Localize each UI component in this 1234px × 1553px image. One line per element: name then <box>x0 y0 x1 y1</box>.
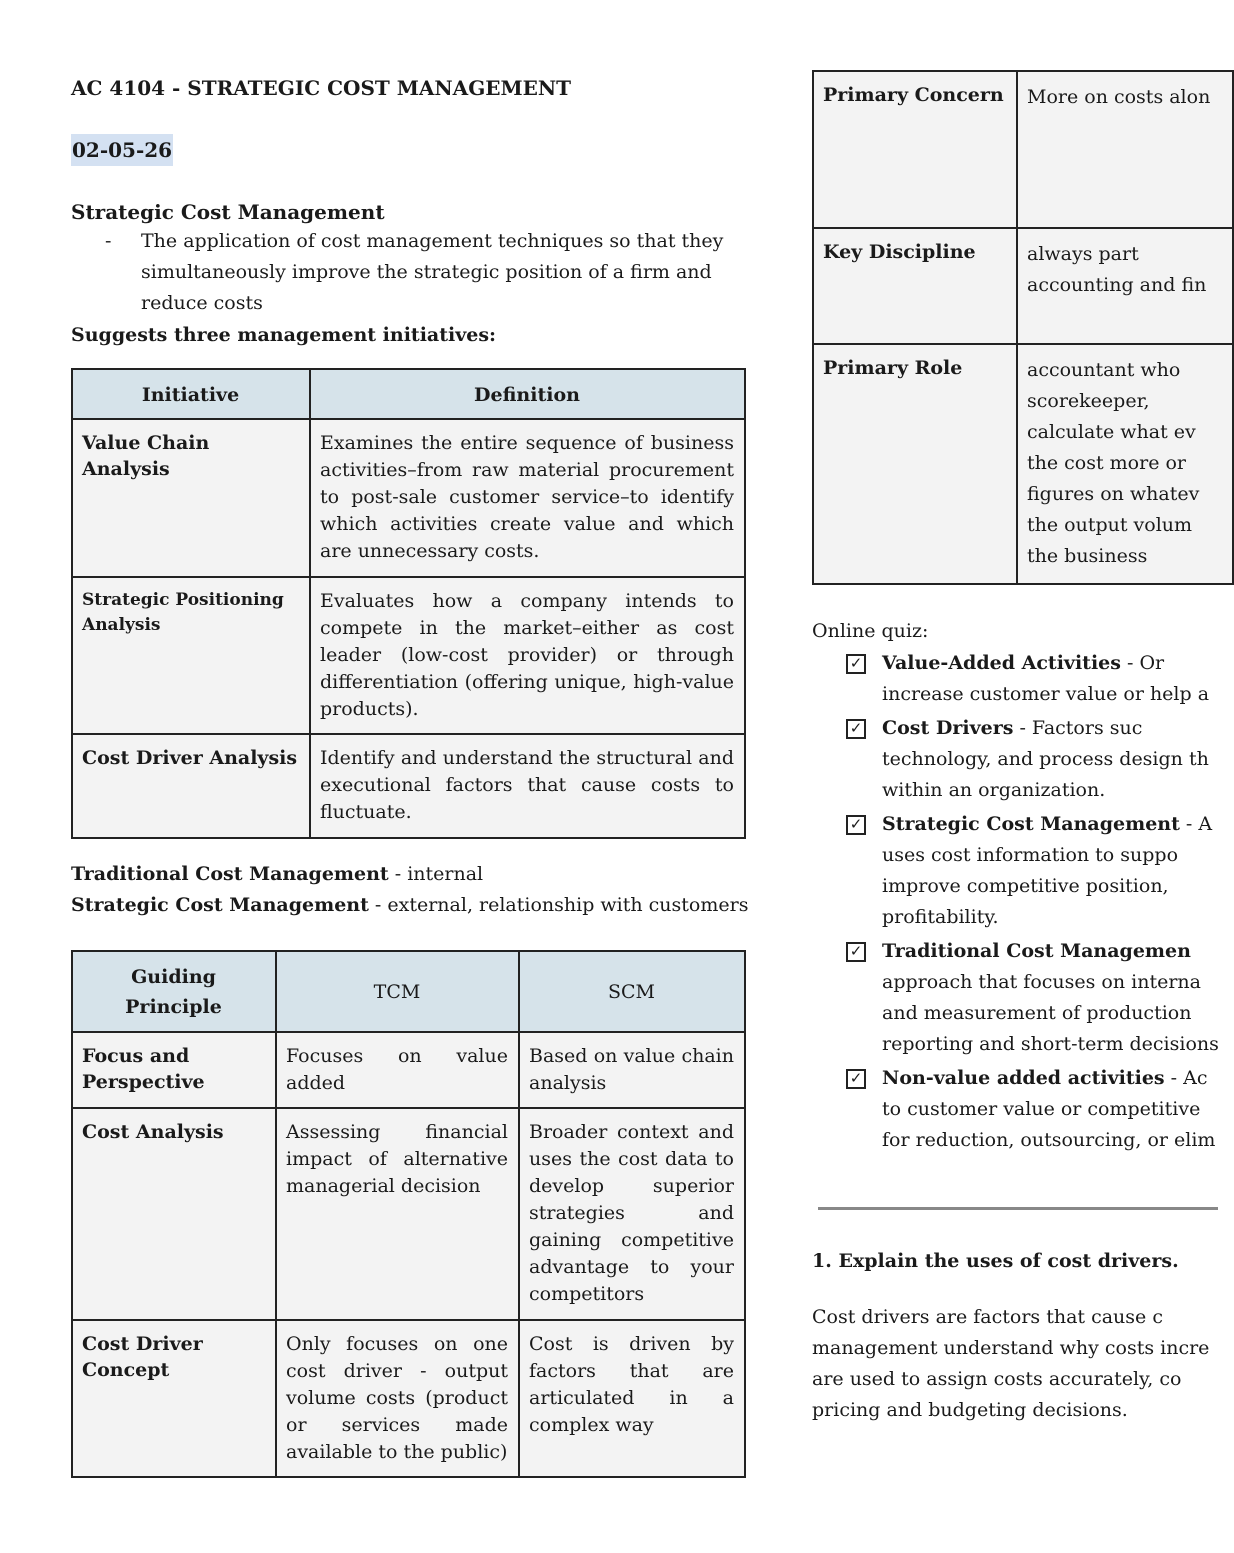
table-row <box>72 1320 745 1477</box>
checkbox-checked-icon: ✓ <box>846 719 866 739</box>
tcm-term: Traditional Cost Management <box>71 863 389 885</box>
quiz-line: - Or <box>1120 652 1165 674</box>
horizontal-divider <box>818 1207 1218 1210</box>
table-header: Initiative <box>72 369 310 419</box>
answer-line: Cost drivers are factors that cause c <box>812 1306 1163 1328</box>
value-line: calculate what ev <box>1027 421 1196 443</box>
quiz-line: - Factors suc <box>1013 717 1143 739</box>
quiz-term: Strategic Cost Management <box>882 813 1180 835</box>
date-label: 02-05-26 <box>71 134 173 166</box>
checkbox-checked-icon: ✓ <box>846 815 866 835</box>
quiz-line: for reduction, outsourcing, or elim <box>882 1129 1216 1151</box>
value-line: accounting and fin <box>1027 274 1207 296</box>
value-line: always part <box>1027 243 1139 265</box>
comparison-table <box>71 950 746 1478</box>
tcm-cell: Assessing financial impact of alternative managerial decision <box>276 1108 519 1320</box>
quiz-term: Value-Added Activities <box>882 652 1121 674</box>
tcm-desc: - internal <box>388 863 484 885</box>
initiatives-intro: Suggests three management initiatives: <box>71 324 497 346</box>
scm-desc: - external, relationship with customers <box>368 894 749 916</box>
initiative-name: Strategic Positioning Analysis <box>72 577 310 734</box>
principle-name: Focus and Perspective <box>72 1032 276 1108</box>
checkbox-checked-icon: ✓ <box>846 1069 866 1089</box>
role-comparison-table <box>812 70 1234 585</box>
row-label: Primary Role <box>813 344 1017 584</box>
scm-line <box>71 890 748 920</box>
table-header: Guiding Principle <box>72 951 276 1032</box>
question-1: 1. Explain the uses of cost drivers. <box>812 1250 1179 1272</box>
value-line: the business <box>1027 545 1148 567</box>
table-row <box>72 734 745 838</box>
list-item <box>846 936 1226 1060</box>
scm-cell: Broader context and uses the cost data to develop superior strategies and gaining competitive advantage to your competitors <box>519 1108 745 1320</box>
quiz-line: increase customer value or help a <box>882 683 1210 705</box>
initiative-name: Value Chain Analysis <box>72 419 310 577</box>
initiative-definition: Examines the entire sequence of business activities–from raw material procurement to post-sale customer service–to identify which activities create value and which are unnecessary costs. <box>310 419 745 577</box>
quiz-line: to customer value or competitive <box>882 1098 1201 1120</box>
quiz-line: improve competitive position, <box>882 875 1169 897</box>
row-value <box>1017 228 1233 344</box>
value-line: figures on whatev <box>1027 483 1200 505</box>
answer-line: are used to assign costs accurately, co <box>812 1368 1182 1390</box>
quiz-label: Online quiz: <box>812 620 929 642</box>
answer-1 <box>812 1302 1212 1426</box>
initiatives-table <box>71 368 746 839</box>
row-label: Key Discipline <box>813 228 1017 344</box>
list-item <box>846 648 1226 710</box>
quiz-line: profitability. <box>882 906 999 928</box>
quiz-list <box>846 648 1226 1159</box>
bullet-dash: - <box>105 230 112 252</box>
quiz-line: - A <box>1179 813 1213 835</box>
checkbox-checked-icon: ✓ <box>846 942 866 962</box>
quiz-line: reporting and short-term decisions <box>882 1033 1219 1055</box>
row-label: Primary Concern <box>813 71 1017 228</box>
quiz-term: Non-value added activities <box>882 1067 1165 1089</box>
course-title: AC 4104 - STRATEGIC COST MANAGEMENT <box>71 76 572 100</box>
table-row <box>813 344 1233 584</box>
initiative-definition: Evaluates how a company intends to compete in the market–either as cost leader (low-cost provider) or through differentiation (offering unique, high-value products). <box>310 577 745 734</box>
principle-name: Cost Driver Concept <box>72 1320 276 1477</box>
list-item <box>846 1063 1226 1156</box>
quiz-line: and measurement of production <box>882 1002 1192 1024</box>
value-line: accountant who <box>1027 359 1181 381</box>
table-row <box>813 228 1233 344</box>
list-item <box>846 713 1226 806</box>
answer-line: management understand why costs incre <box>812 1337 1210 1359</box>
answer-line: pricing and budgeting decisions. <box>812 1399 1128 1421</box>
table-row <box>72 1032 745 1108</box>
scm-cell: Based on value chain analysis <box>519 1032 745 1108</box>
table-header: TCM <box>276 951 519 1032</box>
checkbox-checked-icon: ✓ <box>846 654 866 674</box>
principle-name: Cost Analysis <box>72 1108 276 1320</box>
quiz-line: approach that focuses on interna <box>882 971 1201 993</box>
table-row <box>72 1108 745 1320</box>
row-value: More on costs alon <box>1017 71 1233 228</box>
quiz-line: within an organization. <box>882 779 1106 801</box>
scm-definition: The application of cost management techniques so that they simultaneously improve the strategic position of a firm and reduce costs <box>141 230 724 314</box>
tcm-line <box>71 859 483 889</box>
list-item <box>846 809 1226 933</box>
scm-definition-bullet <box>105 226 725 319</box>
value-line: scorekeeper, <box>1027 390 1150 412</box>
tcm-cell: Focuses on value added <box>276 1032 519 1108</box>
table-header: Definition <box>310 369 745 419</box>
quiz-term: Cost Drivers <box>882 717 1014 739</box>
scm-cell: Cost is driven by factors that are articulated in a complex way <box>519 1320 745 1477</box>
row-value <box>1017 344 1233 584</box>
quiz-line: - Ac <box>1164 1067 1208 1089</box>
table-row <box>72 419 745 577</box>
tcm-cell: Only focuses on one cost driver - output volume costs (product or services made available to the public) <box>276 1320 519 1477</box>
initiative-definition: Identify and understand the structural and executional factors that cause costs to fluctuate. <box>310 734 745 838</box>
initiative-name: Cost Driver Analysis <box>72 734 310 838</box>
quiz-line: uses cost information to suppo <box>882 844 1179 866</box>
quiz-term: Traditional Cost Managemen <box>882 940 1191 962</box>
table-row <box>72 577 745 734</box>
table-header: SCM <box>519 951 745 1032</box>
scm-heading: Strategic Cost Management <box>71 200 385 224</box>
value-line: the cost more or <box>1027 452 1187 474</box>
quiz-line: technology, and process design th <box>882 748 1209 770</box>
scm-term: Strategic Cost Management <box>71 894 369 916</box>
value-line: the output volum <box>1027 514 1193 536</box>
table-row <box>813 71 1233 228</box>
